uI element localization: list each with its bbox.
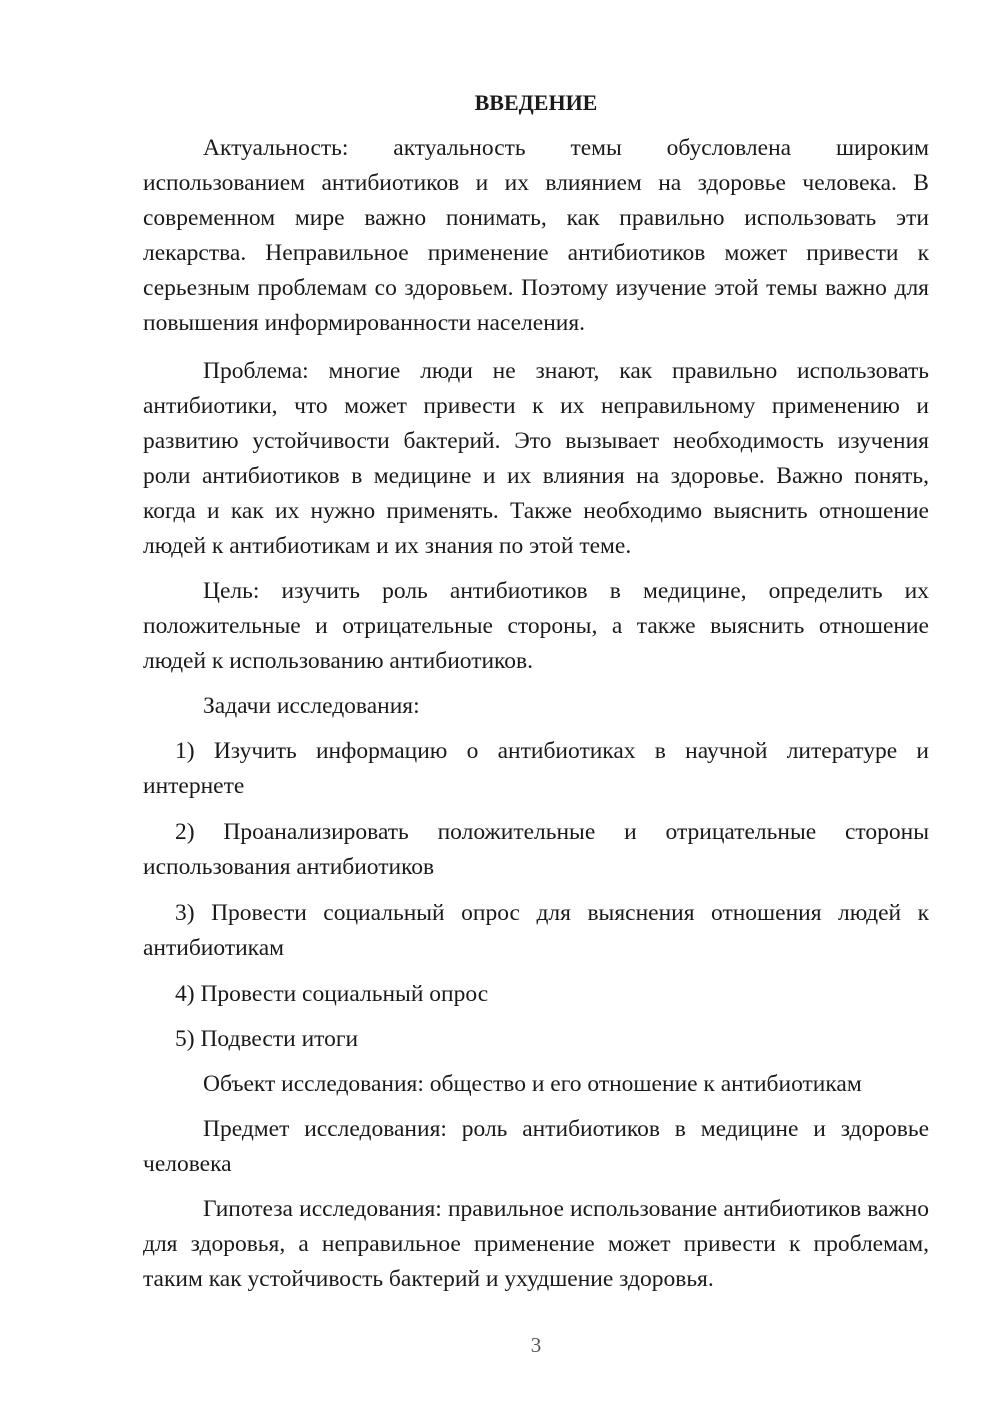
hypothesis-paragraph: Гипотеза исследования: правильное использование антибиотиков важно для здоровья, а неправильное применение может привести к проблемам, таким как устойчивость бактерий и ухудшение здоровья. [143,1196,929,1292]
goal-paragraph: Цель: изучить роль антибиотиков в медицине, определить их положительные и отрицательные стороны, а также выяснить отношение людей к использованию антибиотиков. [143,578,929,674]
problem-paragraph: Проблема: многие люди не знают, как правильно использовать антибиотики, что может привести к их неправильному применению и развитию устойчивости бактерий. Это вызывает необходимость изучения роли антибиотиков в медицине и их влияния на здоровье. Важно понять, когда и как их нужно применять. Также необходимо выяснить отношение людей к антибиотикам и их знания по этой теме. [143,358,929,559]
task-item: 2) Проанализировать положительные и отрицательные стороны использования антибиотиков [143,819,929,880]
relevance-paragraph: Актуальность: актуальность темы обусловлена широким использованием антибиотиков и их влиянием на здоровье человека. В современном мире важно понимать, как правильно использовать эти лекарства. Неправильное применение антибиотиков может привести к серьезным проблемам со здоровьем. Поэтому изучение этой темы важно для повышения информированности населения. [143,135,929,336]
page-number: 3 [530,1333,542,1357]
task-item: 1) Изучить информацию о антибиотиках в научной литературе и интернете [143,738,929,799]
tasks-heading: Задачи исследования: [203,693,420,719]
research-object-paragraph: Объект исследования: общество и его отношение к антибиотикам [203,1071,862,1097]
task-item: 3) Провести социальный опрос для выяснения отношения людей к антибиотикам [143,900,929,961]
task-item: 5) Подвести итоги [175,1026,359,1052]
document-page [143,88,929,1307]
page-title: ВВЕДЕНИЕ [474,90,598,115]
task-item: 4) Провести социальный опрос [175,981,489,1007]
research-subject-paragraph: Предмет исследования: роль антибиотиков в медицине и здоровье человека [143,1116,929,1177]
